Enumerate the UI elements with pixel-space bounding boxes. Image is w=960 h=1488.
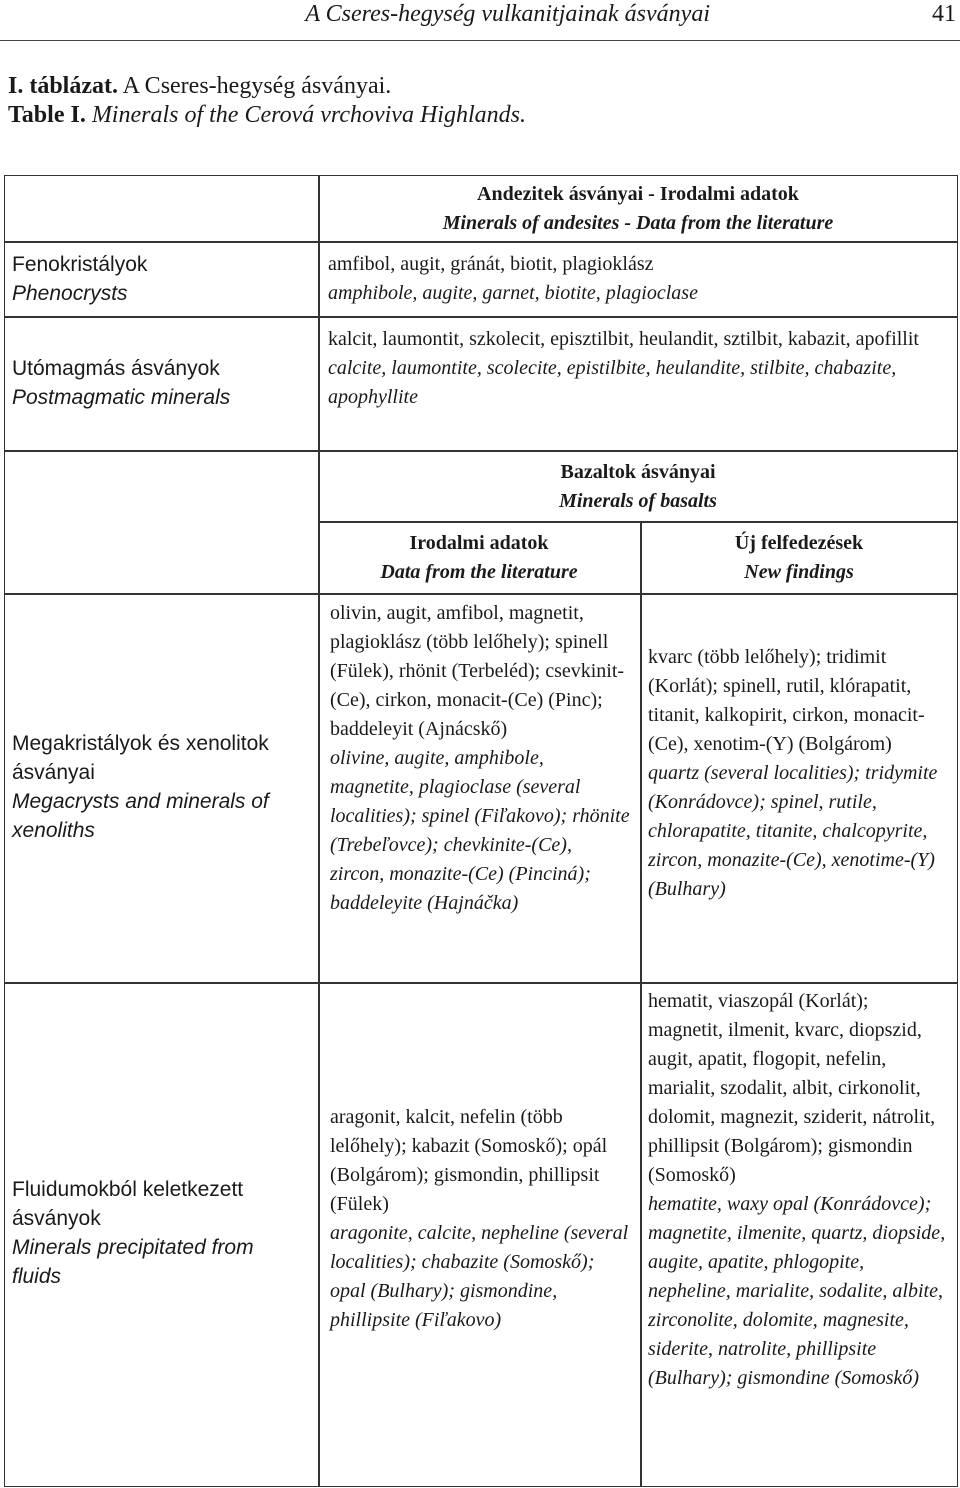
postmagmatic-hu: kalcit, laumontit, szkolecit, episztilbit, heulandit, sztilbit, kabazit, apofillit	[328, 328, 919, 350]
megacrysts-label-en: Megacrysts and minerals of xenoliths	[12, 790, 269, 842]
fluids-literature	[322, 1103, 638, 1335]
megacrysts-literature	[322, 599, 638, 918]
megacrysts-literature-hu: olivin, augit, amfibol, magnetit, plagioklász (több lelőhely); spinell (Fülek), rhönit (Terbeléd); csevkinit-(Ce), cirkon, monacit-(Ce) (Pinc); baddeleyit (Ajnácskő)	[330, 602, 625, 740]
running-header	[0, 0, 960, 41]
basalts-header-hu: Bazaltok ásványai	[560, 461, 716, 483]
row-divider-basalts-header	[318, 521, 958, 523]
caption-hu-label: I. táblázat.	[8, 73, 118, 99]
postmagmatic-label-en: Postmagmatic minerals	[12, 386, 231, 409]
running-title: A Cseres-hegység vulkanitjainak ásványai	[305, 1, 710, 27]
fluids-label	[4, 1175, 314, 1291]
row-divider-megacrysts	[4, 982, 958, 984]
table-caption	[8, 72, 526, 130]
andesites-header	[318, 180, 958, 238]
megacrysts-new-en: quartz (several localities); tridymite (Konrádovce); spinel, rutile, chlorapatite, titanite, chalcopyrite, zircon, monazite-(Ce), xenotime-(Y) (Bulhary)	[648, 762, 938, 900]
fluids-literature-en: aragonite, calcite, nepheline (several localities); chabazite (Somoskő); opal (Bulhary); gismondine, phillipsite (Fiľakovo)	[330, 1222, 629, 1331]
caption-hu-text: A Cseres-hegység ásványai.	[118, 73, 392, 99]
row-divider-phenocrysts	[4, 316, 958, 318]
megacrysts-label-hu: Megakristályok és xenolitok ásványai	[12, 732, 269, 784]
fluids-label-en: Minerals precipitated from fluids	[12, 1236, 254, 1288]
phenocrysts-en: amphibole, augite, garnet, biotite, plagioclase	[328, 282, 698, 304]
literature-header-en: Data from the literature	[380, 561, 578, 583]
caption-en-text: Minerals of the Cerová vrchoviva Highlands.	[85, 102, 526, 128]
literature-header-hu: Irodalmi adatok	[409, 532, 549, 554]
caption-english	[8, 101, 526, 130]
row-divider-postmagmatic	[4, 450, 958, 452]
postmagmatic-en: calcite, laumontite, scolecite, epistilbite, heulandite, stilbite, chabazite, apophyllite	[328, 357, 897, 408]
megacrysts-new-hu: kvarc (több lelőhely); tridimit (Korlát); spinell, rutil, klórapatit, titanit, kalkopirit, cirkon, monacit-(Ce), xenotim-(Y) (Bolgárom)	[648, 646, 925, 755]
postmagmatic-label-hu: Utómagmás ásványok	[12, 357, 220, 380]
postmagmatic-minerals	[320, 325, 956, 412]
phenocrysts-label-hu: Fenokristályok	[12, 253, 148, 276]
literature-header	[318, 529, 640, 587]
basalts-header-en: Minerals of basalts	[559, 490, 717, 512]
megacrysts-literature-en: olivine, augite, amphibole, magnetite, plagioclase (several localities); spinel (Fiľakovo); rhönite (Trebeľovce); chevkinite-(Ce), zircon, monazite-(Ce) (Pinciná); baddeleyite (Hajnáčka)	[330, 747, 630, 914]
row-divider-subheaders	[4, 593, 958, 595]
page-number: 41	[932, 1, 956, 27]
fluids-literature-hu: aragonit, kalcit, nefelin (több lelőhely); kabazit (Somoskő); opál (Bolgárom); gismondin, phillipsit (Fülek)	[330, 1106, 608, 1215]
fluids-new	[640, 987, 956, 1393]
phenocrysts-hu: amfibol, augit, gránát, biotit, plagioklász	[328, 253, 654, 275]
new-findings-header-hu: Új felfedezések	[734, 532, 864, 554]
phenocrysts-label-en: Phenocrysts	[12, 282, 128, 305]
row-divider-andesites-header	[4, 241, 958, 243]
new-findings-header	[640, 529, 958, 587]
basalts-header	[318, 458, 958, 516]
caption-hungarian	[8, 72, 526, 101]
fluids-label-hu: Fluidumokból keletkezett ásványok	[12, 1178, 244, 1230]
andesites-header-hu: Andezitek ásványai - Irodalmi adatok	[477, 183, 799, 205]
andesites-header-en: Minerals of andesites - Data from the literature	[442, 212, 834, 234]
caption-en-label: Table I.	[8, 102, 86, 128]
fluids-new-en: hematite, waxy opal (Konrádovce); magnetite, ilmenite, quartz, diopside, augite, apatite, phlogopite, nepheline, marialite, sodalite, albite, zirconolite, dolomite, magnesite, siderite, natrolite, phillipsite (Bulhary); gismondine (Somoskő)	[648, 1193, 946, 1389]
megacrysts-new	[640, 643, 956, 904]
megacrysts-label	[4, 729, 314, 845]
postmagmatic-label	[4, 354, 318, 412]
fluids-new-hu: hematit, viaszopál (Korlát); magnetit, ilmenit, kvarc, diopszid, augit, apatit, flogopit, nefelin, marialit, szodalit, albit, cirkonolit, dolomit, magnezit, sziderit, nátrolit, phillipsit (Bolgárom); gismondin (Somoskő)	[648, 990, 936, 1186]
phenocrysts-minerals	[320, 250, 958, 308]
new-findings-header-en: New findings	[744, 561, 854, 583]
phenocrysts-label	[4, 250, 318, 308]
